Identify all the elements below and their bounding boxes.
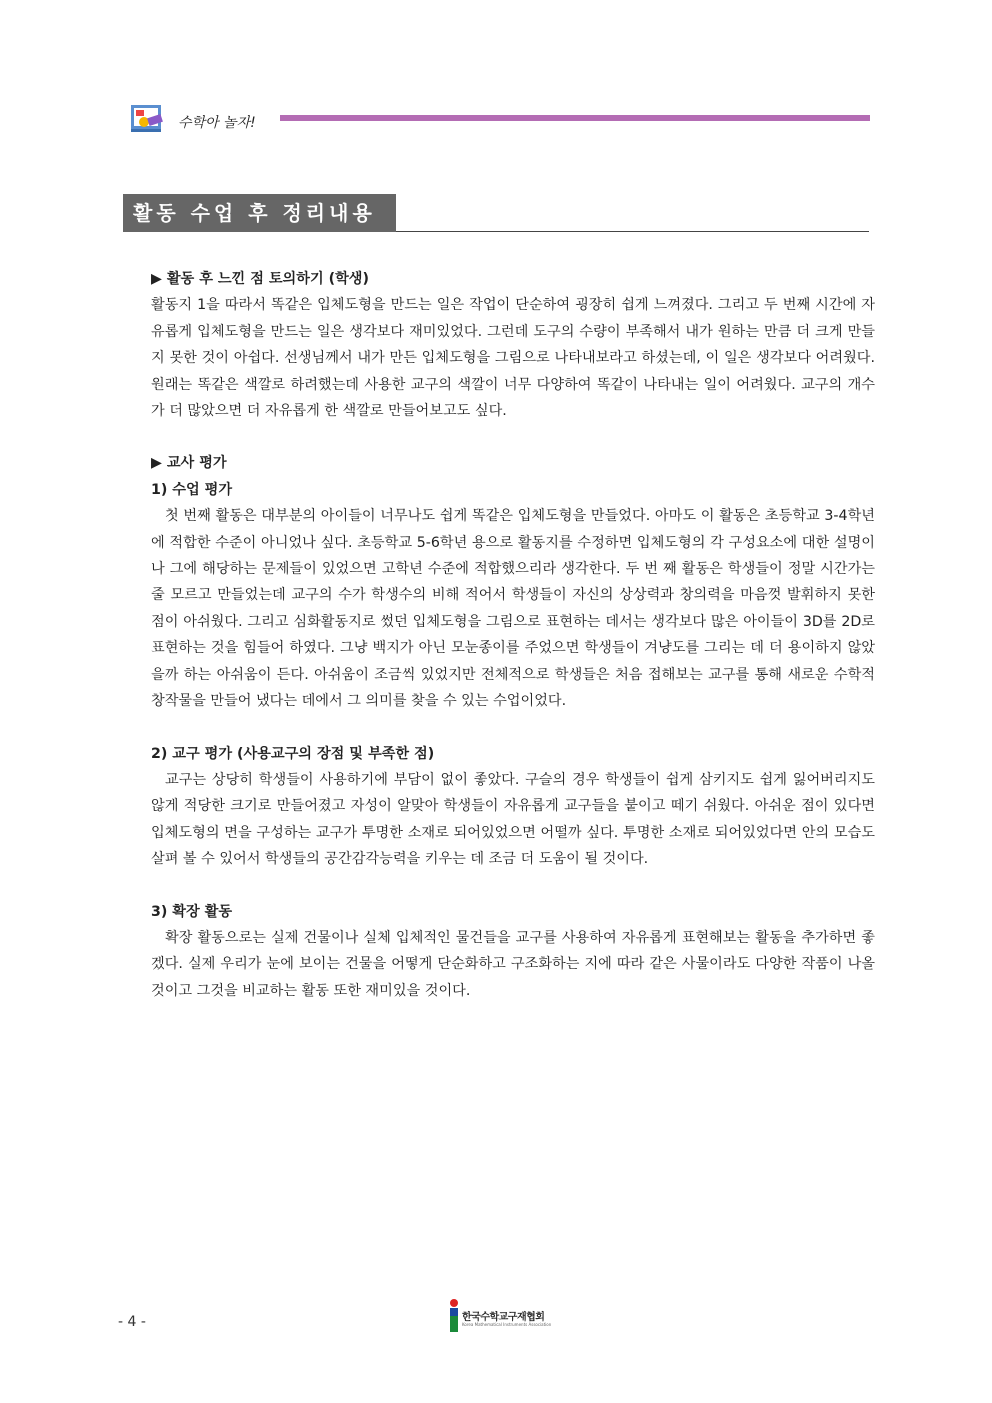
section-title: 활동 수업 후 정리내용 (123, 194, 396, 232)
lesson-evaluation-heading: 1) 수업 평가 (151, 481, 233, 498)
association-name: 한국수학교구재협회 (462, 1312, 545, 1323)
teacher-evaluation-heading: ▶ 교사 평가 (151, 455, 227, 472)
association-logo-icon (446, 1298, 462, 1334)
tool-evaluation-heading: 2) 교구 평가 (사용교구의 장점 및 부족한 점) (151, 745, 435, 762)
lesson-evaluation-text: 첫 번째 활동은 대부분의 아이들이 너무나도 쉽게 똑같은 입체도형을 만들었다. 아마도 이 활동은 초등학교 3-4학년에 적합한 수준이 아니었나 싶다. 초등학교 5-6학년 용으로 활동지를 수정하면 입체도형의 각 구성요소에 대한 설명이나 그에 해당하는 문제들이 있었으면 고학년 수준에 적합했으리라 생각한다. 두 번 째 활동은 학생들이 정말 시간가는 줄 모르고 만들었는데 교구의 수가 학생수의 비해 적어서 학생들이 자신의 상상력과 창의력을 마음껏 발휘하지 못한 점이 아쉬웠다. 그리고 심화활동지로 썼던 입체도형을 그림으로 표현하는 데서는 생각보다 많은 아이들이 3D를 2D로 표현하는 것을 힘들어 하였다. 그냥 백지가 아닌 모눈종이를 주었으면 학생들이 겨냥도를 그리는 데 더 용이하지 않았을까 하는 아쉬움이 든다. 아쉬움이 조금씩 있었지만 전체적으로 학생들은 처음 접해보는 교구를 통해 새로운 수학적 창작물을 만들어 냈다는 데에서 그 의미를 찾을 수 있는 수업이었다. (151, 508, 875, 710)
header-rule (280, 115, 870, 121)
section-rule (396, 231, 869, 232)
math-play-logo-icon (130, 102, 166, 134)
header-title: 수학아 놀자! (178, 115, 256, 131)
extension-activity-text: 확장 활동으로는 실제 건물이나 실체 입체적인 물건들을 교구를 사용하여 자유롭게 표현해보는 활동을 추가하면 좋겠다. 실제 우리가 눈에 보이는 건물을 어떻게 단순화하고 구조화하는 지에 따라 같은 사물이라도 다양한 작품이 나올 것이고 그것을 비교하는 활동 또한 재미있을 것이다. (151, 929, 875, 999)
spacer (151, 424, 875, 450)
spacer (151, 873, 875, 899)
extension-activity-heading: 3) 확장 활동 (151, 903, 233, 920)
spacer (151, 715, 875, 741)
student-discussion-heading: ▶ 활동 후 느낀 점 토의하기 (학생) (151, 271, 369, 287)
page-header (130, 102, 870, 136)
student-discussion-text: 활동지 1을 따라서 똑같은 입체도형을 만드는 일은 작업이 단순하여 굉장히 쉽게 느껴졌다. 그리고 두 번째 시간에 자유롭게 입체도형을 만드는 일은 생각보다 재미있었다. 그런데 도구의 수량이 부족해서 내가 원하는 만큼 더 크게 만들지 못한 것이 아쉽다. 선생님께서 내가 만든 입체도형을 그림으로 나타내보라고 하셨는데, 이 일은 생각보다 어려웠다. 원래는 똑같은 색깔로 하려했는데 사용한 교구의 색깔이 너무 다양하여 똑같이 나타내는 일이 어려웠다. 교구의 개수가 더 많았으면 더 자유롭게 한 색깔로 만들어보고도 싶다. (151, 297, 875, 420)
association-name-en: Korea Mathematical Instruments Association (462, 1322, 552, 1327)
document-body (151, 266, 875, 1004)
tool-evaluation-text: 교구는 상당히 학생들이 사용하기에 부담이 없이 좋았다. 구슬의 경우 학생들이 쉽게 삼키지도 쉽게 잃어버리지도 않게 적당한 크기로 만들어졌고 자성이 알맞아 학생들이 자유롭게 교구들을 붙이고 떼기 쉬웠다. 아쉬운 점이 있다면 입체도형의 면을 구성하는 교구가 투명한 소재로 되어있었으면 어떨까 싶다. 투명한 소재로 되어있었다면 안의 모습도 살펴 볼 수 있어서 학생들의 공간감각능력을 키우는 데 조금 더 도움이 될 것이다. (151, 771, 875, 868)
association-logo (446, 1298, 556, 1334)
page-number: - 4 - (118, 1314, 146, 1330)
